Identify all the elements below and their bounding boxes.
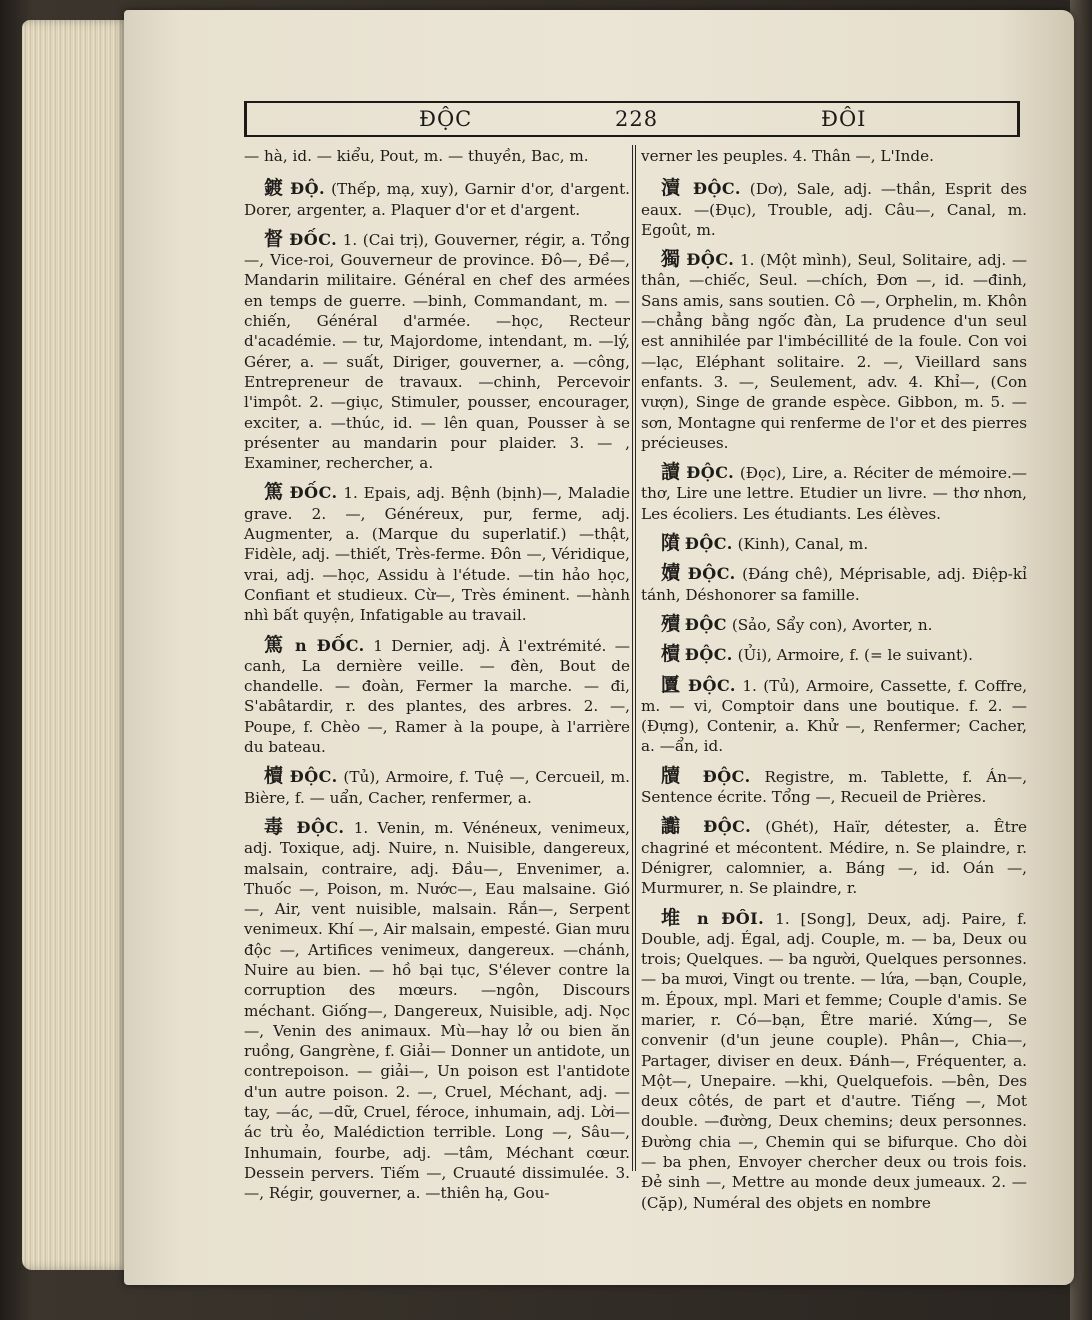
dictionary-entry [641, 462, 1027, 524]
entry-headword: ĐỘC. [686, 250, 735, 270]
entry-headword: ĐỘC. [684, 645, 733, 665]
entry-definition: (Ủi), Armoire, f. (= le suivant). [737, 646, 973, 665]
entry-character: 篤 [264, 481, 284, 504]
entry-headword: n ĐÔI. [696, 908, 765, 928]
dictionary-entry [641, 533, 1027, 554]
entry-character: 讀 [661, 461, 681, 484]
entry-definition: — hà, id. — kiểu, Pout, m. — thuyền, Bac, m. [244, 147, 589, 165]
entry-definition: 1. (Cai trị), Gouverner, régir, a. Tổng —, Vice-roi, Gouverneur de province. Đô—, Đề—, Mandarin militaire. Général en chef des armées en temps de guerre. —binh, Commandant, m. —chiến, Général d'armée. —học, Recteur d'académie. — tư, Majordome, intendant, m. —lý, Gérer, a. — suất, Diriger, gouverner, a. —công, Entrepreneur de travaux. —chinh, Percevoir l'impôt. 2. —giục, Stimuler, pousser, encourager, exciter, a. —thúc, id. — lên quan, Pousser à se présenter au mandarin pour plaider. 3. — , Examiner, rechercher, a. [244, 230, 631, 473]
dictionary-entry [641, 766, 1027, 808]
entry-headword: ĐỘC. [686, 463, 735, 483]
entry-character: 堆 [661, 906, 687, 929]
entry-character: 隫 [661, 532, 681, 555]
entry-definition: (Đáng chê), Méprisable, adj. Điệp-kỉ tánh, Déshonorer sa famille. [641, 565, 1027, 604]
entry-headword: ĐỐC. [289, 229, 338, 249]
entry-definition: (Thếp, mạ, xuy), Garnir d'or, d'argent. Dorer, argenter, a. Plaquer d'or et d'argent. [244, 180, 631, 219]
continuation-text [244, 146, 630, 166]
entry-character: 督 [264, 227, 284, 250]
page-number: 228 [615, 107, 659, 131]
entry-character: 櫝 [264, 765, 284, 788]
entry-headword: ĐỘC. [687, 564, 736, 584]
page-stack-edge [22, 20, 130, 1270]
entry-character: 鍍 [264, 177, 285, 200]
entry-headword: ĐỘC. [688, 675, 736, 695]
entry-character: 殰 [661, 612, 681, 635]
dictionary-entry [244, 817, 630, 1204]
dictionary-entry [641, 644, 1027, 665]
header-left-word: ĐỘC [419, 107, 473, 131]
entry-headword: ĐỘC. [702, 766, 751, 786]
entry-definition: (Sảo, Sẩy con), Avorter, n. [731, 615, 933, 634]
dictionary-entry [641, 675, 1027, 757]
entry-definition: 1. (Một mình), Seul, Solitaire, adj. —thân, —chiếc, Seul. —chích, Đơn —, id. —đinh, Sans amis, sans soutien. Cô —, Orphelin, m. Khôn —chẳng bằng ngốc đàn, La prudence d'un seul est annihilée par l'imbécillité de la foule. Con voi —lạc, Eléphant solitaire. 2. —, Vieillard sans enfants. 3. —, Seulement, adv. 4. Khỉ—, (Con vượn), Singe de grande espèce. Gibbon, m. 5. — sơn, Montagne qui renferme de l'or et des pierres précieuses. [641, 251, 1028, 452]
right-column [641, 146, 1028, 1212]
entry-headword: ĐỐC. [289, 483, 338, 503]
entry-headword: ĐỘC. [296, 817, 345, 837]
entry-character: 櫝 [661, 643, 681, 666]
dictionary-entry [244, 229, 630, 474]
entry-definition: 1. [Song], Deux, adj. Paire, f. Double, adj. Égal, adj. Couple, m. — ba, Deux ou trois; Quelques. — ba người, Quelques personnes. — ba mươi, Vingt ou trente. — lứa, —bạn, Couple, m. Époux, mpl. Mari et femme; Couple d'amis. Se marier, r. Có—bạn, Être marié. Xứng—, Se convenir (d'un jeune couple). Phân—, Chia—, Partager, diviser en deux. Đánh—, Fréquenter, a. Một—, Unepaire. —khi, Quelquefois. —bên, Des deux côtés, de part et d'autre. Tiếng —, Mot double. —đường, Deux chemins; deux personnes. Đường chia —, Chemin qui se bifurque. Cho dòi — ba phen, Envoyer chercher deux ou trois fois. Đẻ sinh —, Mettre au monde deux jumeaux. 2. —(Cặp), Numéral des objets en nombre [641, 909, 1027, 1212]
dictionary-entry [244, 766, 630, 808]
entry-headword: ĐỘC. [692, 179, 741, 199]
entry-headword: n ĐỐC. [295, 635, 365, 655]
continuation-text [641, 146, 1027, 166]
entry-definition: (Kinh), Canal, m. [737, 535, 869, 554]
entry-headword: ĐỘC. [684, 534, 733, 554]
entry-character: 瀆 [661, 177, 685, 200]
entry-headword: ĐỘ. [290, 179, 326, 199]
page-header [244, 101, 1020, 137]
entry-definition: (Ghét), Haïr, détester, a. Être chagriné et mécontent. Médire, n. Se plaindre, r. Dénigrer, calomnier, a. Báng —, id. Oán —, Murmurer, n. Se plaindre, r. [641, 818, 1027, 898]
dictionary-entry [244, 482, 630, 625]
left-column [244, 146, 631, 1203]
entry-definition: 1 Dernier, adj. À l'extrémité. —canh, La dernière veille. — đèn, Bout de chandelle. — đoàn, Fermer la marche. — đi, S'abâtardir, r. des plantes, des arbres. 2. —, Poupe, f. Chèo —, Ramer à la poupe, à l'arrière du bateau. [244, 636, 630, 757]
entry-headword: ĐỘC [684, 614, 727, 634]
dictionary-entry [641, 249, 1027, 453]
entry-headword: ĐỘC. [289, 767, 338, 787]
entry-headword: ĐỘC. [703, 817, 752, 837]
dictionary-entry [244, 635, 630, 758]
dictionary-entry [244, 178, 630, 220]
entry-character: 牘 [661, 764, 689, 787]
dictionary-entry [641, 563, 1027, 605]
entry-definition: (Đọc), Lire, a. Réciter de mémoire.— thơ, Lire une lettre. Etudier un livre. — thơ nhơn, Les écoliers. Les étudiants. Les élèves. [641, 464, 1027, 523]
header-right-word: ĐÔI [821, 107, 867, 131]
entry-character: 毒 [264, 815, 288, 838]
entry-definition: verner les peuples. 4. Thân —, L'Inde. [641, 147, 934, 165]
entry-definition: (Tủ), Armoire, f. Tuệ —, Cercueil, m. Bière, f. — uẩn, Cacher, renfermer, a. [244, 768, 631, 807]
entry-character: 匵 [661, 673, 682, 696]
entry-character: 讟 [661, 815, 690, 838]
dictionary-entry [641, 614, 1027, 635]
dictionary-entry [641, 908, 1027, 1213]
entry-definition: 1. Epais, adj. Bệnh (bịnh)—, Maladie grave. 2. —, Généreux, pur, ferme, adj. Augmenter, a. (Marque du superlatif.) —thật, Fidèle, adj. —thiết, Très-ferme. Đôn —, Véridique, vrai, adj. —học, Assidu à l'étude. —tin hảo học, Confiant et studieux. Cừ—, Très éminent. —hành nhì bất quyện, Infatigable au travail. [244, 484, 631, 625]
entry-character: 篤 [264, 633, 287, 656]
entry-character: 獨 [661, 248, 681, 271]
entry-definition: (Dơ), Sale, adj. —thần, Esprit des eaux. —(Đục), Trouble, adj. Câu—, Canal, m. Egoût, m. [641, 180, 1027, 239]
dictionary-entry [641, 178, 1027, 240]
dictionary-entry [641, 816, 1027, 898]
entry-character: 嬻 [661, 562, 682, 585]
column-divider [632, 145, 636, 1171]
entry-definition: Registre, m. Tablette, f. Án—, Sentence écrite. Tổng —, Recueil de Prières. [641, 767, 1028, 807]
entry-definition: 1. (Tủ), Armoire, Cassette, f. Coffre, m. — vi, Comptoir dans une boutique. f. 2. — (Đựng), Contenir, a. Khử —, Renfermer; Cacher, a. —ẩn, id. [641, 676, 1028, 756]
entry-definition: 1. Venin, m. Vénéneux, venimeux, adj. Toxique, adj. Nuire, n. Nuisible, dangereux, malsain, contraire, adj. Đầu—, Envenimer, a. Thuốc —, Poison, m. Nước—, Eau malsaine. Gió—, Air, vent nuisible, malsain. Rắn—, Serpent venimeux. Khí —, Air malsain, empesté. Gian mưu độc —, Artifices venimeux, dangereux. —chánh, Nuire au bien. — hồ bại tục, S'élever contre la corruption des mœurs. —ngôn, Discours méchant. Giống—, Dangereux, Nuisible, adj. Nọc—, Venin des animaux. Mù—hay lở ou bien ăn ruồng, Gangrène, f. Giải— Donner un antidote, un contrepoison. — giải—, Un poison est l'antidote d'un autre poison. 2. —, Cruel, Méchant, adj. —tay, —ác, —dữ, Cruel, féroce, inhumain, adj. Lời—ác trù ẻo, Malédiction terrible. Long —, Sâu—, Inhumain, fourbe, adj. —tâm, Méchant cœur. Dessein pervers. Tiếm —, Cruauté dissimulée. 3. —, Régir, gouverner, a. —thiên hạ, Gou- [244, 818, 630, 1203]
